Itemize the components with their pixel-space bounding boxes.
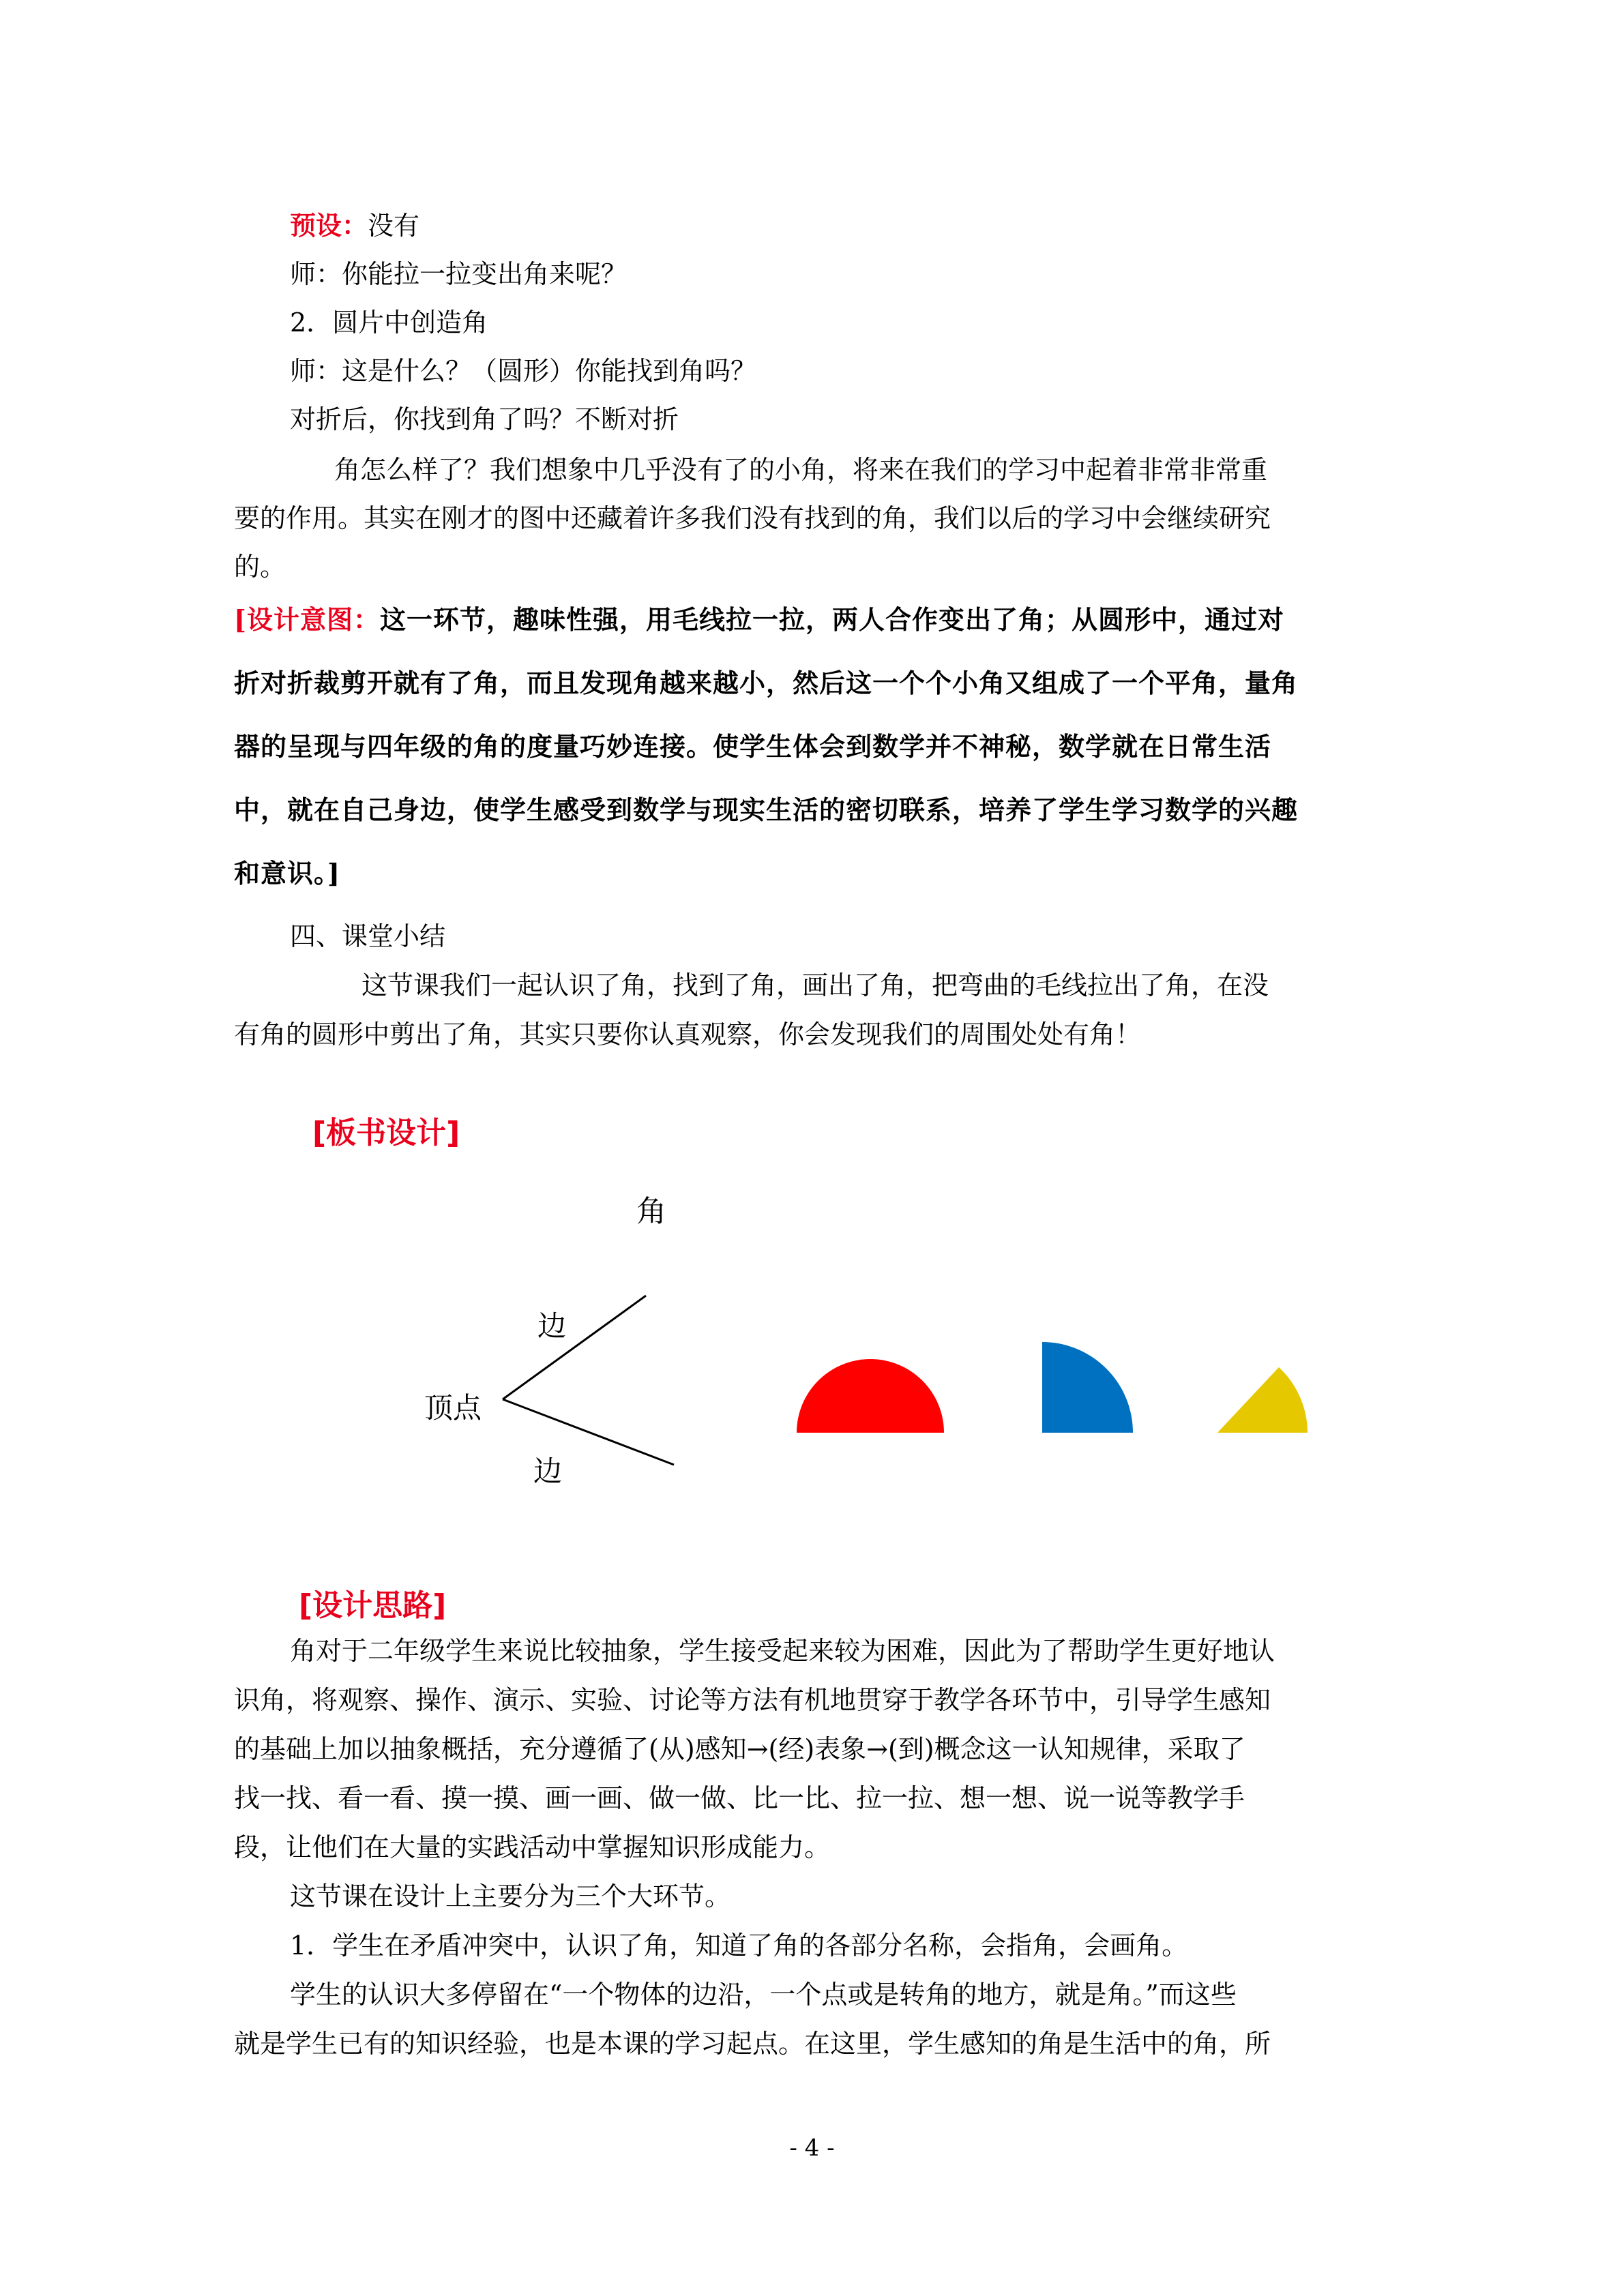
paragraph-1-line-3: 的。: [234, 552, 286, 582]
yellow-sector: [1217, 1367, 1308, 1433]
thinking-p1-line-4: 找一找、看一看、摸一摸、画一画、做一做、比一比、拉一拉、想一想、说一说等教学手: [234, 1783, 1245, 1813]
angle-top-edge: [503, 1296, 646, 1399]
paragraph-1-line-1: 角怎么样了？我们想象中几乎没有了的小角，将来在我们的学习中起着非常非常重: [334, 455, 1268, 485]
thinking-p4-line-1: 学生的认识大多停留在“一个物体的边沿，一个点或是转角的地方，就是角。”而这些: [290, 1980, 1237, 2010]
angle-bottom-edge: [503, 1399, 674, 1465]
angle-title: 角: [636, 1194, 666, 1229]
summary-title: 四、课堂小结: [290, 921, 446, 951]
vertex-label: 顶点: [424, 1391, 482, 1425]
thinking-p3: 1．学生在矛盾冲突中，认识了角，知道了角的各部分名称，会指角，会画角。: [290, 1930, 1188, 1960]
teacher-line-2: 师：这是什么？（圆形）你能找到角吗？: [290, 356, 757, 386]
summary-line-1: 这节课我们一起认识了角，找到了角，画出了角，把弯曲的毛线拉出了角，在没: [361, 970, 1269, 1000]
intent-line-5: 和意识。]: [234, 858, 340, 889]
paragraph-1-line-2: 要的作用。其实在刚才的图中还藏着许多我们没有找到的角，我们以后的学习中会继续研究: [234, 503, 1271, 533]
section-2-title: 2．圆片中创造角: [290, 308, 488, 338]
fold-line: 对折后，你找到角了吗？不断对折: [290, 404, 679, 434]
thinking-p2: 这节课在设计上主要分为三个大环节。: [290, 1881, 731, 1911]
intent-line-4: 中，就在自己身边，使学生感受到数学与现实生活的密切联系，培养了学生学习数学的兴趣: [234, 794, 1299, 825]
thinking-p1-line-5: 段，让他们在大量的实践活动中掌握知识形成能力。: [234, 1832, 831, 1862]
thinking-p1-line-2: 识角，将观察、操作、演示、实验、讨论等方法有机地贯穿于教学各环节中，引导学生感知: [234, 1685, 1271, 1715]
design-thinking-heading: [设计思路]: [299, 1588, 447, 1623]
edge-label-top: 边: [537, 1309, 567, 1343]
thinking-p1-line-1: 角对于二年级学生来说比较抽象，学生接受起来较为困难，因此为了帮助学生更好地认: [290, 1636, 1275, 1666]
teacher-line-1: 师：你能拉一拉变出角来呢？: [290, 259, 628, 289]
preset-text: 没有: [368, 211, 420, 241]
edge-label-bottom: 边: [533, 1455, 563, 1488]
summary-line-2: 有角的圆形中剪出了角，其实只要你认真观察，你会发现我们的周围处处有角！: [234, 1019, 1142, 1049]
intent-line-3: 器的呈现与四年级的角的度量巧妙连接。使学生体会到数学并不神秘，数学就在日常生活: [234, 731, 1272, 762]
intent-text-1: 这一环节，趣味性强，用毛线拉一拉，两人合作变出了角；从圆形中，通过对: [379, 604, 1284, 635]
preset-label: 预设：: [290, 210, 368, 241]
thinking-p1-line-3: 的基础上加以抽象概括，充分遵循了(从)感知→(经)表象→(到)概念这一认知规律，采取了: [234, 1734, 1245, 1764]
page-number: - 4 -: [789, 2134, 835, 2162]
intent-line-2: 折对折裁剪开就有了角，而且发现角越来越小，然后这一个个小角又组成了一个平角，量角: [234, 668, 1299, 698]
board-design-heading: [板书设计]: [312, 1116, 460, 1150]
thinking-p4-line-2: 就是学生已有的知识经验，也是本课的学习起点。在这里，学生感知的角是生活中的角，所: [234, 2029, 1271, 2059]
blue-quarter-circle: [1042, 1342, 1133, 1433]
red-semicircle: [797, 1359, 944, 1433]
intent-label: [设计意图：: [234, 604, 380, 635]
